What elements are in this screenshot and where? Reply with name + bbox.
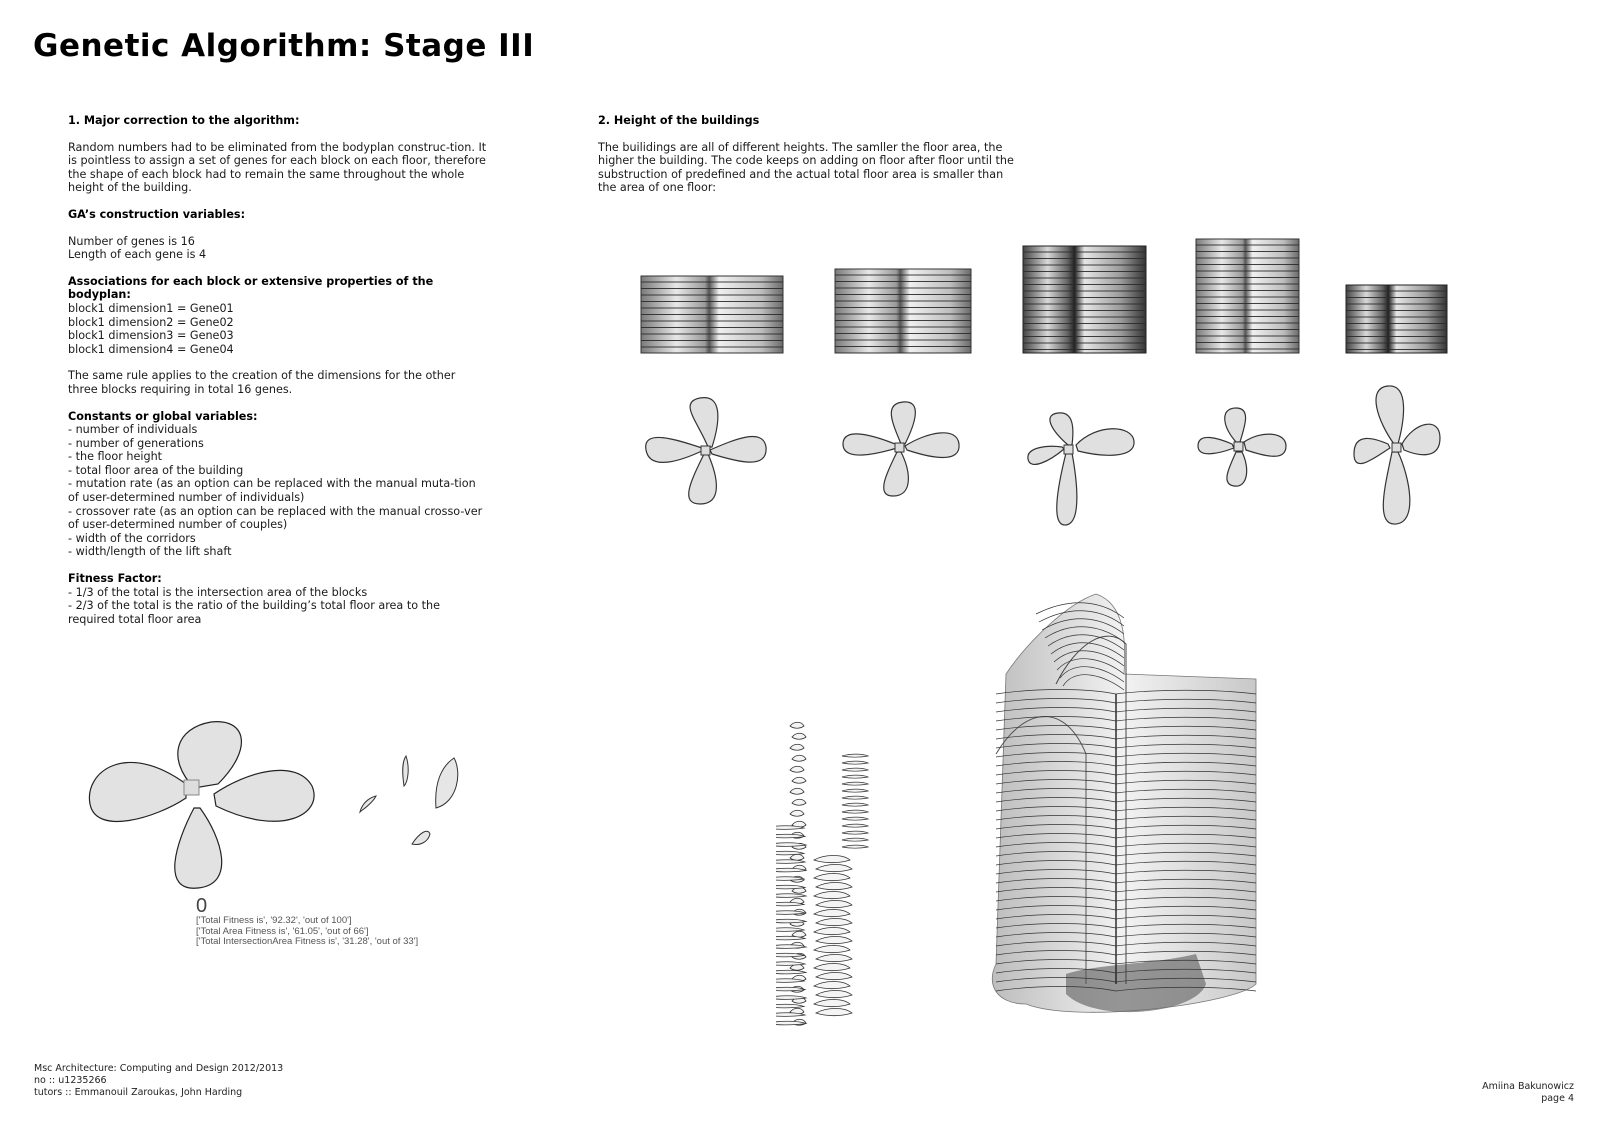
floor-slab (842, 824, 868, 827)
list-item: - mutation rate (as an option can be replaced with the manual muta-tion of user-determined number of individuals) (68, 477, 476, 505)
floor-slab (792, 777, 806, 783)
floor-slab (816, 955, 852, 962)
floor-slab (790, 744, 804, 750)
author-name: Amiina Bakunowicz (1482, 1081, 1574, 1092)
intersection-fragments (358, 752, 468, 862)
floor-slab (776, 919, 806, 923)
fitness-heading: Fitness Factor: (68, 572, 162, 586)
constants-heading: Constants or global variables: (68, 409, 258, 423)
floor-slab (776, 1004, 804, 1008)
list-item: - width/length of the lift shaft (68, 545, 232, 559)
floor-slab (814, 874, 850, 881)
bodyplan-diagram (86, 718, 322, 894)
floor-slab (814, 1000, 850, 1007)
floor-slab (814, 964, 850, 971)
student-number: no :: u1235266 (34, 1075, 107, 1086)
floor-slab (816, 973, 852, 980)
left-column (68, 114, 488, 639)
list-item: - width of the corridors (68, 531, 196, 545)
floor-slab (842, 768, 868, 771)
author-info (1482, 1081, 1574, 1105)
floor-slab (790, 722, 804, 728)
exploded-floor-stack (776, 720, 926, 1038)
section-heading-algorithm-correction: 1. Major correction to the algorithm: (68, 114, 300, 127)
floor-slab (776, 885, 805, 889)
list-item: - crossover rate (as an option can be replaced with the manual crosso-ver of user-determined number of couples) (68, 504, 483, 532)
floor-slab (816, 865, 852, 872)
course-info (34, 1063, 283, 1099)
section-heading-building-height: 2. Height of the buildings (598, 114, 760, 127)
generation-number: 0 (196, 895, 208, 917)
floor-slab (816, 901, 852, 908)
floor-slab (790, 788, 804, 794)
floor-slab (816, 1009, 852, 1016)
building-elevation-1 (640, 275, 784, 354)
floor-slab (816, 919, 852, 926)
floor-slab (842, 796, 868, 799)
page-number: page 4 (1541, 1093, 1574, 1104)
building-height-paragraph: The builidings are all of different heights. The samller the floor area, the higher the building. The code keeps on adding on floor after floor until the substruction of predefined and the actual total floor area is smaller than the area of one floor: (598, 140, 1014, 195)
fitness-list (68, 586, 488, 627)
floor-slab (792, 799, 806, 805)
floor-slab (842, 761, 868, 764)
floor-slab (842, 789, 868, 792)
building-elevation-5 (1345, 284, 1448, 354)
floor-plan-2 (835, 392, 965, 502)
tower-perspective (956, 584, 1276, 1024)
floor-slab (776, 970, 806, 974)
list-item: block1 dimension3 = Gene03 (68, 329, 234, 343)
building-elevation-2 (834, 268, 972, 354)
floor-slab (814, 892, 850, 899)
floor-slab (842, 810, 868, 813)
floor-slab (816, 883, 852, 890)
floor-slab (842, 782, 868, 785)
floor-slab (814, 982, 850, 989)
floor-slab (776, 928, 804, 932)
floor-slab (776, 860, 805, 864)
floor-slab (814, 946, 850, 953)
floor-slab (814, 910, 850, 917)
floor-slab (776, 851, 804, 855)
floor-slab (816, 991, 852, 998)
course-title: Msc Architecture: Computing and Design 2012/2013 (34, 1063, 284, 1074)
list-item: - total floor area of the building (68, 463, 244, 477)
list-item: Length of each gene is 4 (68, 248, 207, 262)
floor-slab (816, 937, 852, 944)
floor-slab (790, 766, 804, 772)
floor-plan-5 (1348, 382, 1448, 532)
ga-variables-heading: GA’s construction variables: (68, 207, 246, 221)
constants-list (68, 423, 488, 559)
tutors: tutors :: Emmanouil Zaroukas, John Harding (34, 1087, 243, 1098)
floor-slab (842, 817, 868, 820)
floor-slab (814, 928, 850, 935)
floor-slab (776, 996, 806, 1000)
floor-slab (842, 831, 868, 834)
floor-slab (842, 775, 868, 778)
area-fitness-line: ['Total Area Fitness is', '61.05', 'out of 66'] (196, 925, 369, 937)
list-item: - the floor height (68, 450, 163, 464)
intersection-fitness-line: ['Total IntersectionArea Fitness is', '31.28', 'out of 33'] (196, 936, 419, 947)
building-elevation-4 (1195, 238, 1300, 354)
floor-slab (814, 856, 850, 863)
ga-console-output (196, 896, 418, 948)
floor-slab (842, 803, 868, 806)
floor-slab (790, 810, 804, 816)
algorithm-correction-paragraph: Random numbers had to be eliminated from the bodyplan construc-tion. It is pointless to assign a set of genes for each block on each floor, therefore the shape of each block had to remain the same throughout the whole height of the building. (68, 140, 487, 195)
rule-paragraph: The same rule applies to the creation of the dimensions for the other three blocks requiring in total 16 genes. (68, 369, 456, 396)
associations-list (68, 302, 488, 356)
floor-slab (842, 845, 868, 848)
list-item: block1 dimension2 = Gene02 (68, 315, 234, 329)
list-item: Number of genes is 16 (68, 234, 195, 248)
floor-slab (792, 755, 806, 761)
building-elevation-3 (1022, 245, 1147, 354)
floor-plan-3 (1022, 405, 1142, 535)
floor-slab (776, 962, 805, 966)
list-item: block1 dimension4 = Gene04 (68, 342, 234, 356)
list-item: - number of generations (68, 436, 204, 450)
right-column (598, 114, 1018, 208)
floor-plan-4 (1192, 402, 1292, 492)
list-item: - number of individuals (68, 423, 198, 437)
list-item: block1 dimension1 = Gene01 (68, 301, 234, 315)
page-title: Genetic Algorithm: Stage III (33, 28, 535, 64)
floor-slab (792, 733, 806, 739)
list-item: - 1/3 of the total is the intersection area of the blocks (68, 585, 368, 599)
floor-slab (776, 894, 806, 898)
list-item: - 2/3 of the total is the ratio of the building’s total floor area to the required total floor area (68, 599, 440, 626)
total-fitness-line: ['Total Fitness is', '92.32', 'out of 100'] (196, 915, 352, 926)
ga-variables-list (68, 235, 488, 262)
associations-heading: Associations for each block or extensive properties of the bodyplan: (68, 274, 434, 302)
floor-plan-1 (638, 392, 778, 512)
floor-slab (842, 754, 868, 757)
floor-slab (842, 838, 868, 841)
